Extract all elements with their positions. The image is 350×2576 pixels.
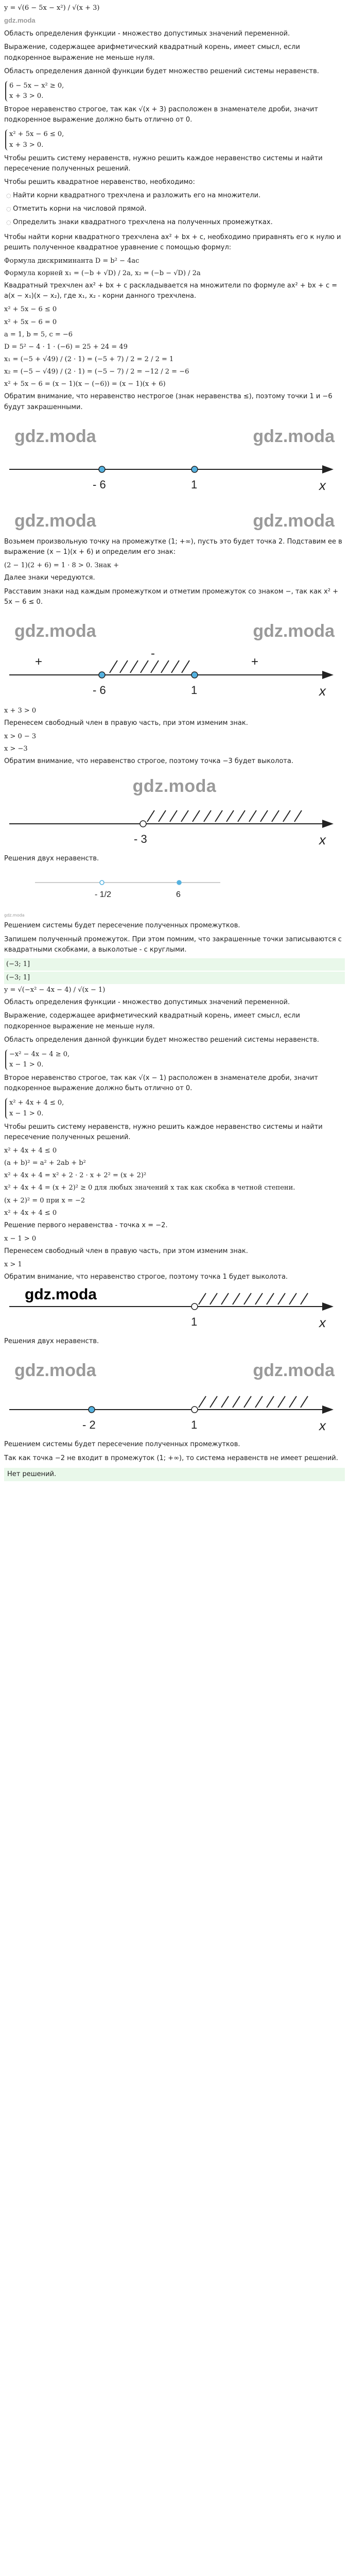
paragraph: Область определения функции - множество допустимых значений переменной.: [4, 30, 290, 38]
system-line: −x² − 4x − 4 ≥ 0,: [9, 1050, 70, 1058]
paragraph: Решения двух неравенств.: [4, 854, 99, 862]
system-line: x − 1 > 0.: [9, 1061, 44, 1069]
axis-variable: x: [319, 1314, 326, 1330]
point-hollow: [140, 821, 146, 827]
calc-line: x² + 5x − 6 ≤ 0: [4, 306, 57, 314]
paragraph: Область определения данной функции будет множество решений системы неравенств.: [4, 67, 319, 75]
calc-line: x² + 4x + 4 ≤ 0: [4, 1209, 57, 1217]
paragraph: Перенесем свободный член в правую часть, при этом изменим знак.: [4, 719, 248, 727]
tick-label: 1: [191, 1315, 198, 1328]
paragraph: Чтобы решить систему неравенств, нужно решить каждое неравенство системы и найти пересечение полученных решений.: [4, 154, 323, 173]
tick-label: - 2: [82, 1418, 96, 1432]
calc-line: x₁ = (−5 + √49) / (2 · 1) = (−5 + 7) / 2 = 2 / 2 = 1: [4, 355, 174, 363]
system-line: x + 3 > 0.: [9, 141, 44, 149]
paragraph: Выражение, содержащее арифметический квадратный корень, имеет смысл, если подкоренное выражение не меньше нуля.: [4, 43, 300, 62]
point-filled: [191, 672, 198, 678]
watermark: gdz.moda: [14, 426, 96, 446]
tick-label: - 6: [93, 478, 106, 492]
point-filled: [177, 880, 181, 885]
paragraph: Чтобы найти корни квадратного трехчлена ax² + bx + c, необходимо приравнять его к нулю и решить полученное квадратное уравнение с помощью формул:: [4, 233, 341, 251]
answer-interval-box: (−3; 1]: [4, 958, 345, 971]
number-line-1: [4, 455, 344, 496]
hatching: [147, 810, 302, 822]
hatching: [199, 1396, 308, 1408]
calc-line: a = 1, b = 5, c = −6: [4, 330, 73, 338]
inequality-system: [5, 81, 64, 101]
watermark: gdz.moda: [14, 511, 96, 531]
system-line: x − 1 > 0.: [9, 1109, 44, 1117]
calc-line: x² + 5x − 6 = (x − 1)(x − (−6)) = (x − 1)(x + 6): [4, 380, 166, 388]
paragraph: Область определения данной функции будет множество решений системы неравенств.: [4, 1036, 319, 1044]
tick-label: 1: [191, 683, 198, 697]
watermark-mini: gdz.moda: [4, 913, 25, 918]
paragraph: Второе неравенство строгое, так как √(x − 1) расположен в знаменателе дроби, значит подкоренное выражение должно быть отлично от 0.: [4, 1074, 318, 1093]
calc-line: (a + b)² = a² + 2ab + b²: [4, 1159, 86, 1167]
point-filled: [99, 466, 105, 472]
paragraph: Обратим внимание, что неравенство нестрогое (знак неравенства ≤), поэтому точки 1 и −6 будут закрашенными.: [4, 393, 332, 411]
paragraph: Решение первого неравенства - точка x = −2.: [4, 1221, 168, 1229]
inequality-system: [5, 1098, 64, 1118]
axis-variable: x: [319, 478, 326, 494]
system-line: x² + 5x − 6 ≤ 0,: [9, 130, 64, 139]
list-item: ◌ Отметить корни на числовой прямой.: [6, 204, 345, 214]
paragraph: Запишем полученный промежуток. При этом помним, что закрашенные точки записываются с квадратными скобками, а выколотые - с круглыми.: [4, 935, 342, 954]
point-filled: [99, 672, 105, 678]
calc-line: (2 − 1)(2 + 6) = 1 · 8 > 0. Знак +: [4, 562, 119, 570]
paragraph: Решением системы будет пересечение полученных промежутков.: [4, 922, 240, 930]
paragraph: Чтобы решить квадратное неравенство, необходимо:: [4, 178, 195, 186]
system-line: 6 − 5x − x² ≥ 0,: [9, 81, 64, 90]
sign-label: -: [151, 650, 155, 660]
calc-line: x > 1: [4, 1261, 22, 1269]
calc-line: x² + 4x + 4 ≤ 0: [4, 1147, 57, 1155]
number-line-6: [4, 1389, 344, 1435]
calc-line: (x + 2)² = 0 при x = −2: [4, 1196, 85, 1205]
paragraph: Перенесем свободный член в правую часть, при этом изменим знак.: [4, 1247, 248, 1256]
tick-label: 1: [191, 1418, 198, 1432]
point-hollow: [191, 1303, 198, 1310]
number-line-2: [4, 650, 344, 702]
paragraph: Чтобы решить систему неравенств, нужно решить каждое неравенство системы и найти пересечение полученных решений.: [4, 1123, 323, 1141]
watermark-row: [4, 500, 345, 537]
paragraph: Решением системы будет пересечение полученных промежутков.: [4, 1440, 240, 1449]
paragraph: Расставим знаки над каждым промежутком и отметим промежуток со знаком −, так как x² + 5x − 6 ≤ 0.: [4, 587, 339, 606]
answer-box: (−3; 1]: [4, 972, 345, 984]
watermark-row: [4, 416, 345, 452]
paragraph: Квадратный трехчлен ax² + bx + c раскладывается на множители по формуле ax² + bx + c = a(x − x₁)(x − x₂), где x₁, x₂ - корни данного трехчлена.: [4, 282, 338, 300]
function-formula-1: y = √(6 − 5x − x²) / √(x + 3): [4, 4, 100, 12]
calc-line: x − 1 > 0: [4, 1234, 37, 1243]
tick-label: - 3: [134, 832, 147, 845]
watermark: gdz.moda: [253, 621, 335, 641]
system-line: x + 3 > 0.: [9, 92, 44, 100]
paragraph: Обратим внимание, что неравенство строгое, поэтому точка −3 будет выколота.: [4, 757, 293, 766]
point-filled: [191, 466, 198, 472]
answer-box: Нет решений.: [4, 1468, 345, 1481]
hatching: [110, 660, 189, 673]
list-item: ◌ Определить знаки квадратного трехчлена на полученных промежутках.: [6, 217, 345, 228]
paragraph: Далее знаки чередуются.: [4, 574, 95, 582]
calc-line: x² + 4x + 4 = (x + 2)² ≥ 0 для любых значений x так как скобка в четной степени.: [4, 1184, 295, 1192]
calc-line: x > 0 − 3: [4, 732, 37, 740]
paragraph: Возьмем произвольную точку на промежутке (1; +∞), пусть это будет точка 2. Подставим ее в выражение (x − 1)(x + 6) и определим его знак:: [4, 538, 342, 556]
paragraph: Второе неравенство строгое, так как √(x + 3) расположен в знаменателе дроби, значит подкоренное выражение должно быть отлично от 0.: [4, 106, 318, 124]
inequality-system: [5, 1049, 69, 1070]
calc-line: x² + 4x + 4 = x² + 2 · 2 · x + 2² = (x + 2)²: [4, 1172, 147, 1180]
tick-label: - 1/2: [95, 890, 112, 900]
tick-label: 1: [191, 478, 198, 492]
paragraph: Область определения функции - множество допустимых значений переменной.: [4, 998, 290, 1007]
calc-line: x² + 5x − 6 = 0: [4, 318, 57, 326]
watermark-row: [4, 611, 345, 647]
hatching: [199, 1293, 308, 1304]
watermark: gdz.moda: [253, 426, 335, 446]
list-item: ◌ Найти корни квадратного трехчлена и разложить его на множители.: [6, 191, 345, 201]
discriminant-formula: Формула дискриминанта D = b² − 4ac: [4, 257, 139, 265]
sign-label: +: [251, 654, 259, 669]
steps-list: [6, 191, 345, 228]
point-hollow: [100, 880, 104, 885]
watermark: gdz.moda: [253, 511, 335, 531]
watermark: gdz.moda: [14, 621, 96, 641]
paragraph: Выражение, содержащее арифметический квадратный корень, имеет смысл, если подкоренное выражение не меньше нуля.: [4, 1012, 300, 1030]
point-hollow: [191, 1406, 198, 1413]
system-line: x² + 4x + 4 ≤ 0,: [9, 1099, 64, 1107]
calc-line: x₂ = (−5 − √49) / (2 · 1) = (−5 − 7) / 2 = −12 / 2 = −6: [4, 368, 189, 376]
axis-variable: x: [319, 683, 326, 699]
paragraph: Решения двух неравенств.: [4, 1337, 99, 1345]
watermark: gdz.moda: [132, 776, 217, 796]
axis-variable: x: [319, 1418, 326, 1434]
axis-variable: x: [319, 832, 326, 848]
paragraph: Обратим внимание, что неравенство строгое, поэтому точка 1 будет выколота.: [4, 1273, 288, 1281]
sign-label: +: [35, 654, 43, 669]
watermark: gdz.moda: [25, 1285, 97, 1303]
function-formula-2: y = √(−x² − 4x − 4) / √(x − 1): [4, 986, 106, 994]
inequality-system: [5, 129, 64, 150]
tick-label: 6: [176, 890, 181, 900]
number-line-4: [4, 867, 344, 908]
calc-line: D = 5² − 4 · 1 · (−6) = 25 + 24 = 49: [4, 343, 128, 351]
paragraph: Так как точка −2 не входит в промежуток (1; +∞), то система неравенств не имеет решений.: [4, 1454, 338, 1462]
calc-line: x + 3 > 0: [4, 706, 37, 715]
watermark-inline: gdz.moda: [4, 16, 36, 25]
calc-line: x > −3: [4, 744, 28, 753]
number-line-5: [4, 1286, 344, 1332]
watermark: gdz.moda: [14, 1360, 96, 1380]
point-filled: [89, 1406, 95, 1413]
tick-label: - 6: [93, 683, 106, 697]
watermark-row: [4, 1350, 345, 1386]
roots-formula: Формула корней x₁ = (−b + √D) / 2a, x₂ = (−b − √D) / 2a: [4, 269, 201, 277]
number-line-3: [4, 803, 344, 850]
watermark: gdz.moda: [253, 1360, 335, 1380]
